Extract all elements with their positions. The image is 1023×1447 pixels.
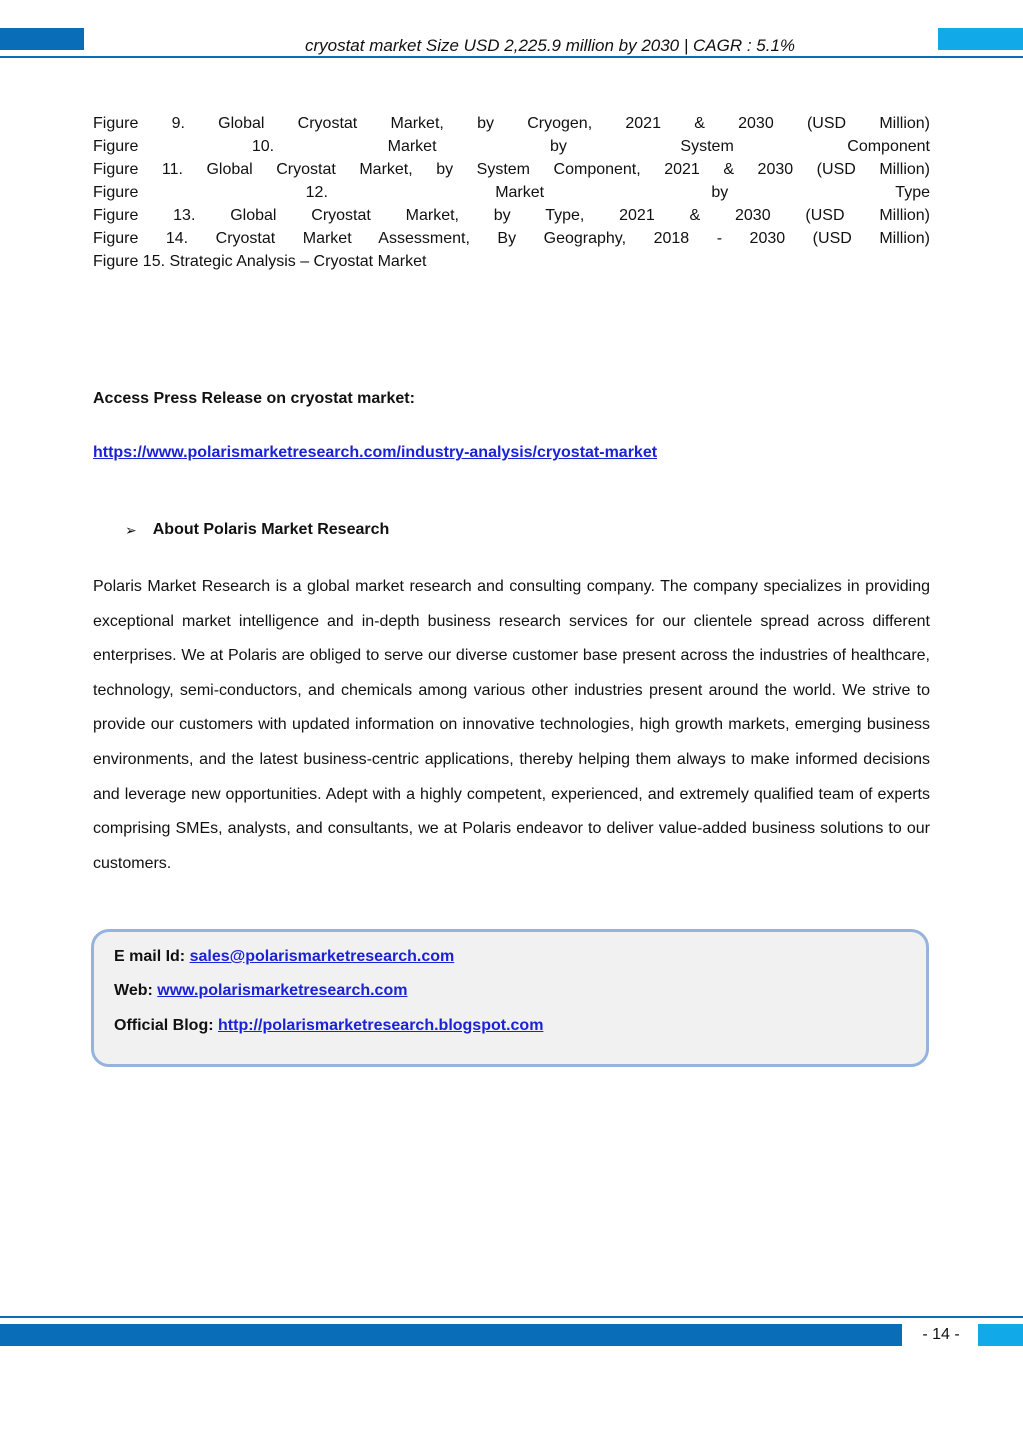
figure-item: Figure 12. Market by Type <box>93 184 930 201</box>
page-number: - 14 - <box>922 1326 960 1343</box>
press-release-link[interactable]: https://www.polarismarketresearch.com/industry-analysis/cryostat-market <box>93 444 658 461</box>
header-accent-left <box>0 28 84 50</box>
email-label: E mail Id: <box>114 948 186 965</box>
figure-list <box>93 112 930 273</box>
web-link[interactable]: www.polarismarketresearch.com <box>157 982 408 999</box>
press-release-label: Access Press Release on cryostat market: <box>93 390 415 407</box>
contact-email-row <box>114 948 454 966</box>
blog-label: Official Blog: <box>114 1017 214 1034</box>
footer-accent-right <box>978 1324 1023 1346</box>
about-heading <box>125 521 389 539</box>
header-rule <box>0 56 1023 58</box>
figure-item: Figure 9. Global Cryostat Market, by Cryogen, 2021 & 2030 (USD Million) <box>93 115 930 132</box>
footer-rule <box>0 1316 1023 1318</box>
figure-item: Figure 10. Market by System Component <box>93 138 930 155</box>
footer-bar <box>0 1324 902 1346</box>
contact-web-row <box>114 982 407 1000</box>
figure-item: Figure 13. Global Cryostat Market, by Type, 2021 & 2030 (USD Million) <box>93 207 930 224</box>
arrow-right-icon: ➢ <box>125 521 137 538</box>
header-title: cryostat market Size USD 2,225.9 million by 2030 | CAGR : 5.1% <box>304 36 796 55</box>
contact-box <box>91 929 929 1067</box>
figure-item: Figure 15. Strategic Analysis – Cryostat Market <box>93 253 427 270</box>
figure-item: Figure 11. Global Cryostat Market, by System Component, 2021 & 2030 (USD Million) <box>93 161 930 178</box>
email-link[interactable]: sales@polarismarketresearch.com <box>189 948 455 965</box>
blog-link[interactable]: http://polarismarketresearch.blogspot.com <box>218 1017 544 1034</box>
web-label: Web: <box>114 982 153 999</box>
figure-item: Figure 14. Cryostat Market Assessment, By Geography, 2018 - 2030 (USD Million) <box>93 230 930 247</box>
about-heading-text: About Polaris Market Research <box>152 521 390 538</box>
header-accent-right <box>938 28 1023 50</box>
about-paragraph: Polaris Market Research is a global market research and consulting company. The company specializes in providing exceptional market intelligence and in-depth business research services for our clientele spread across different enterprises. We at Polaris are obliged to serve our diverse customer base present across the industries of healthcare, technology, semi-conductors, and chemicals among various other industries present around the world. We strive to provide our customers with updated information on innovative technologies, high growth markets, emerging business environments, and the latest business-centric applications, thereby helping them always to make informed decisions and leverage new opportunities. Adept with a highly competent, experienced, and extremely qualified team of experts comprising SMEs, analysts, and consultants, we at Polaris endeavor to deliver value-added business solutions to our customers. <box>93 578 930 872</box>
contact-blog-row <box>114 1017 543 1035</box>
